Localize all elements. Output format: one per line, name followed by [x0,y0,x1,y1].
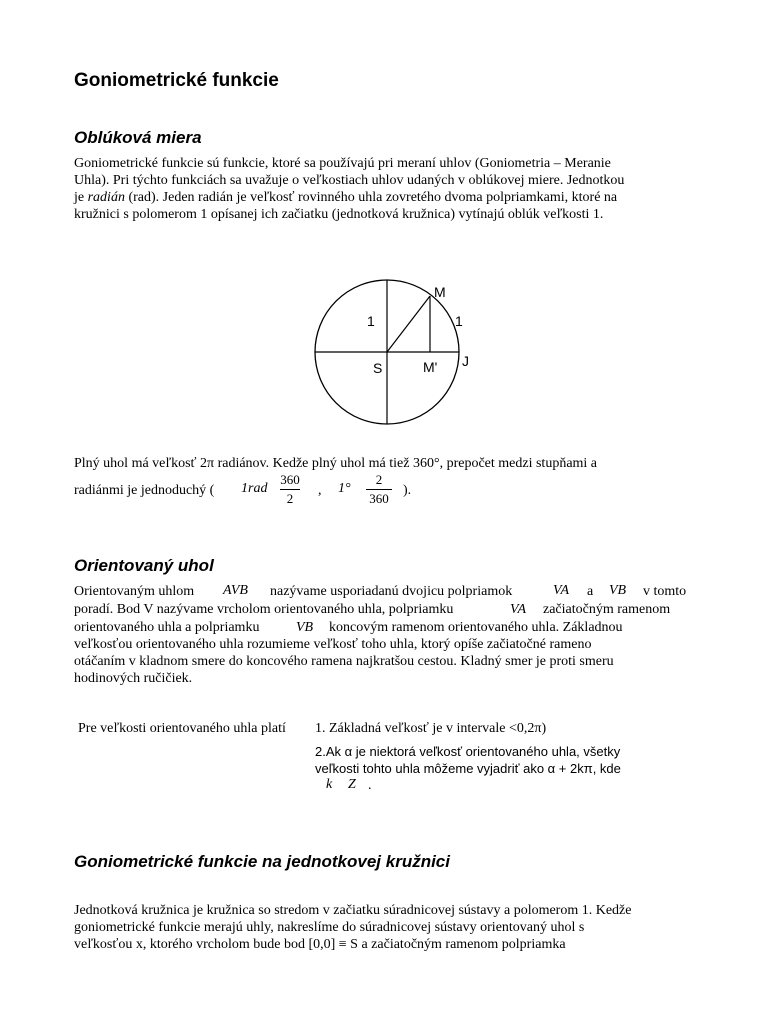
text-fragment: je [74,190,88,205]
comma: , [318,483,322,498]
page-title: Goniometrické funkcie [74,70,279,91]
paragraph-line: veľkosťou orientovaného uhla rozumieme veľkosť toho uhla, ktorý opíše začiatočné rameno [74,637,592,652]
ray-VA: VA [553,583,570,598]
fraction-numerator: 2 [375,472,383,487]
fraction-numerator: 360 [280,472,300,487]
section-heading-unit-circle-functions: Goniometrické funkcie na jednotkovej kružnici [74,852,450,871]
radian-term: radián [87,190,125,205]
label-Mprime: M' [423,359,438,375]
sizes-item-2-line-1: 2.Ak α je niektorá veľkosť orientovaného uhla, všetky [315,744,621,759]
section-unit-circle-text [74,902,724,953]
ray-VB: VB [296,620,314,635]
paragraph-line: Uhla). Pri týchto funkciách sa uvažuje o veľkostiach uhlov udaných v oblúkovej miere. Jednotkou [74,173,625,188]
label-M: M [434,284,446,300]
oriented-line-1-d: v tomto [643,584,687,599]
ray-VA: VA [510,602,527,617]
paragraph-line: otáčaním v kladnom smere do koncového ramena najkratšou cestou. Kladný smer je proti smeru [74,654,614,669]
angle-AVB: AVB [223,583,248,598]
radius-to-M [387,296,430,352]
period: . [368,778,372,793]
fraction-denominator: 2 [286,491,294,506]
ray-VB: VB [609,583,627,598]
section-heading-arc-measure: Oblúková miera [74,128,202,147]
rad-label: 1rad [241,481,268,496]
fraction-360-over-2 [280,472,300,507]
oriented-line-2-a: poradí. Bod V nazývame vrcholom orientovaného uhla, polpriamku [74,602,454,617]
oriented-line-1-a: Orientovaným uhlom [74,584,195,599]
label-one-right: 1 [455,313,463,329]
conjunction-a: a [587,584,594,599]
closing-paren: ). [403,483,412,498]
oriented-line-2-b: začiatočným ramenom [543,602,671,617]
oriented-line-3-b: koncovým ramenom orientovaného uhla. Základnou [329,620,623,635]
paragraph-line: Goniometrické funkcie sú funkcie, ktoré sa používajú pri meraní uhlov (Goniometria – Meranie [74,156,611,171]
oriented-line-1-b: nazývame usporiadanú dvojicu polpriamok [270,584,513,599]
conversion-text: radiánmi je jednoduchý ( [74,483,215,498]
full-angle-line: Plný uhol má veľkosť 2π radiánov. Kedže plný uhol má tiež 360°, prepočet medzi stupňami a [74,456,598,471]
var-k: k [326,777,333,792]
text-fragment: (rad). Jeden radián je veľkosť rovinného uhla zovretého dvoma polpriamkami, ktoré na [124,190,618,205]
label-S: S [373,360,383,376]
oriented-line-3-a: orientovaného uhla a polpriamku [74,620,260,635]
sizes-intro: Pre veľkosti orientovaného uhla platí [78,721,286,736]
paragraph-line: goniometrické funkcie merajú uhly, nakreslíme do súradnicovej sústavy orientovaný uhol s [74,920,585,935]
set-Z: Z [348,777,356,792]
label-J: J [462,353,469,369]
paragraph-line: veľkosťou x, ktorého vrcholom bude bod [0,0] ≡ S a začiatočným ramenom polpriamka [74,937,566,952]
degree-label: 1° [338,481,351,496]
section-heading-oriented-angle: Orientovaný uhol [74,556,214,575]
sizes-item-2-line-2: veľkosti tohto uhla môžeme vyjadriť ako α + 2kπ, kde [315,761,621,776]
paragraph-line: Jednotková kružnica je kružnica so stredom v začiatku súradnicovej sústavy a polomerom 1. Kedže [74,903,632,918]
oriented-rest-text [74,636,714,687]
fraction-bar [280,489,300,490]
paragraph-line: hodinových ručičiek. [74,671,193,686]
sizes-item-1: 1. Základná veľkosť je v intervale <0,2π) [315,721,547,736]
label-one-left: 1 [367,313,375,329]
paragraph-line: kružnici s polomerom 1 opísanej ich začiatku (jednotková kružnica) vytínajú oblúk veľkosti 1. [74,207,604,222]
fraction-denominator: 360 [369,491,389,506]
fraction-bar [366,489,392,490]
fraction-2-over-360 [366,472,392,507]
